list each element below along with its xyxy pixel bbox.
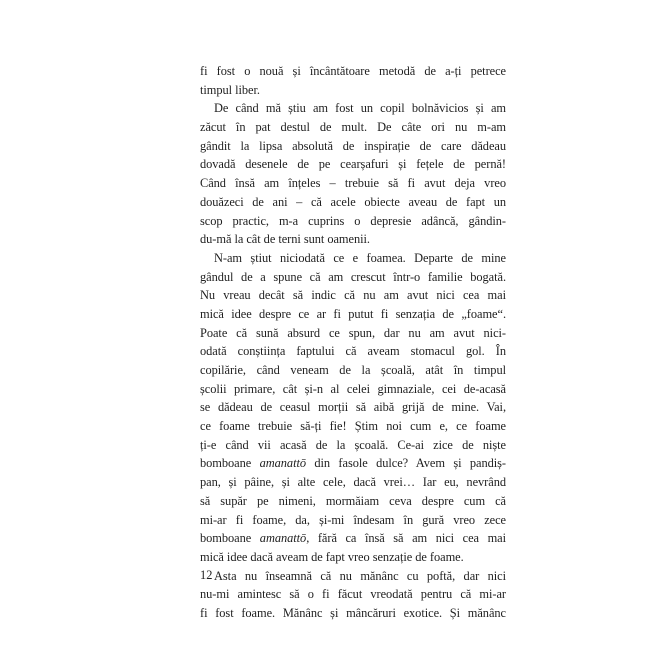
text-line: ți-e când vii acasă de la școală. Ce-ai zice de niște: [200, 437, 506, 452]
text-line: douăzeci de ani – că acele obiecte aveau de fapt un: [200, 194, 506, 209]
text-line: să supăr pe nimeni, mormăiam ceva despre cum că: [200, 493, 506, 508]
text-line: mică idee despre ce ar fi putut fi senzația de „foame“.: [200, 306, 506, 321]
text-line: se dădeau de ceasul morții să aibă grijă de mine. Vai,: [200, 400, 506, 415]
text-line: gândit la lipsa absolută de inspirație de care dădeau: [200, 138, 506, 153]
text-line: scop practic, m-a cuprins o depresie adâncă, gândin-: [200, 213, 506, 228]
text-line: fi fost o nouă și încântătoare metodă de a-ți petrece: [200, 64, 506, 78]
text-line: N-am știut niciodată ce e foamea. Departe de mine: [214, 250, 506, 265]
text-line: pan, și pâine, și alte cele, dacă vrei… Iar eu, nevrând: [200, 475, 506, 490]
text-line: nu-mi amintesc să o fi făcut vreodată pentru că mi-ar: [200, 587, 506, 602]
text-line: bomboane amanattō din fasole dulce? Avem și pandiș-: [200, 456, 506, 471]
text-line: fi fost foame. Mănânc și mâncăruri exotice. Și mănânc: [200, 605, 506, 620]
paragraph-3: [200, 249, 506, 567]
paragraph-4: [200, 567, 506, 623]
text-line: ce foame trebuie să-ți fie! Știm noi cum e, ce foame: [200, 419, 506, 434]
paragraph-1: [200, 62, 506, 99]
paragraph-2: [200, 99, 506, 249]
text-line: odată conștiința faptului că aveam stomacul gol. În: [200, 344, 506, 359]
page-body: [200, 62, 506, 623]
text-line: De când mă știu am fost un copil bolnăvicios și am: [214, 101, 506, 116]
text-line: gândul de a spune că am crescut într-o familie bogată.: [200, 269, 506, 284]
text-line: zăcut în pat destul de mult. De câte ori nu m-am: [200, 120, 506, 135]
text-line: du-mă la cât de terni sunt oamenii.: [200, 232, 370, 247]
text-line: Când însă am înțeles – trebuie să fi avut deja vreo: [200, 176, 506, 191]
text-line: mică idee dacă aveam de fapt vreo senzație de foame.: [200, 549, 464, 564]
italic-term: amanattō: [259, 531, 307, 546]
text-line: timpul liber.: [200, 82, 260, 97]
page-number: 12: [200, 568, 213, 582]
text-line: Asta nu înseamnă că nu mănânc cu poftă, dar nici: [214, 568, 506, 583]
text-line: mi-ar fi foame, da, și-mi îndesam în gură vreo zece: [200, 512, 506, 527]
italic-term: amanattō: [259, 456, 307, 471]
text-line: Poate că sună absurd ce spun, dar nu am avut nici-: [200, 325, 506, 340]
text-line: școlii primare, cât și-n al celei gimnaziale, cei de-acasă: [200, 381, 506, 396]
text-line: copilărie, când veneam de la școală, atât în timpul: [200, 363, 506, 377]
text-line: Nu vreau decât să indic că nu am avut nici cea mai: [200, 288, 506, 303]
text-line: dovadă desenele de pe cearșafuri și fețele de pernă!: [200, 157, 506, 172]
text-line: bomboane amanattō, fără ca însă să am nici cea mai: [200, 531, 506, 546]
